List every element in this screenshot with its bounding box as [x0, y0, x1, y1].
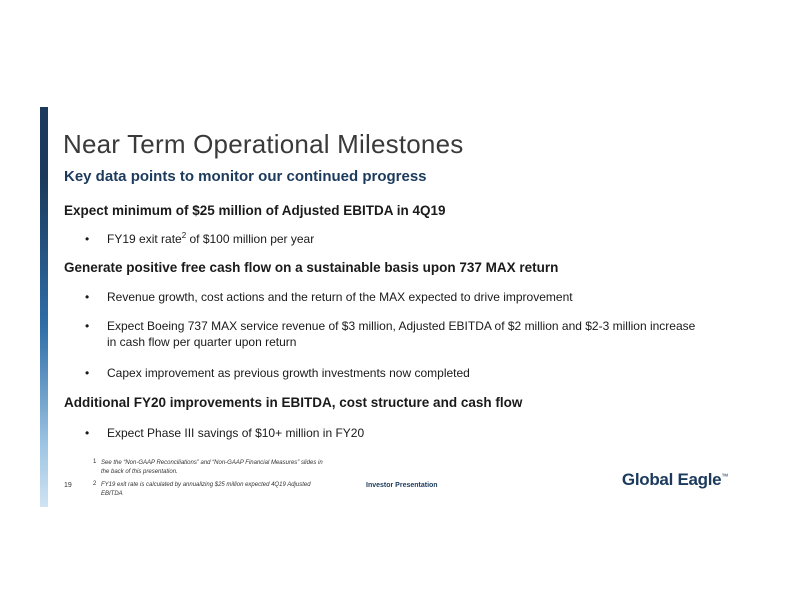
bullet-text-main: FY19 exit rate: [107, 232, 182, 246]
footnote-number: 1: [93, 459, 97, 465]
section-heading-3: Additional FY20 improvements in EBITDA, cost structure and cash flow: [64, 395, 523, 410]
bullet-marker: •: [85, 366, 90, 380]
footnote-ref: 2: [181, 231, 187, 240]
section-heading-1: Expect minimum of $25 million of Adjusted EBITDA in 4Q19: [64, 203, 446, 218]
page-subtitle: Key data points to monitor our continued progress: [64, 168, 427, 185]
left-accent-bar: [40, 107, 48, 507]
list-item: [85, 365, 470, 381]
list-item: [85, 425, 364, 441]
footnote-text: FY19 exit rate is calculated by annualizing $25 million expected 4Q19 Adjusted EBITDA: [101, 482, 311, 498]
logo-text: Global Eagle: [621, 470, 722, 489]
bullet-text: Expect Boeing 737 MAX service revenue of $3 million, Adjusted EBITDA of $2 million and $2-3 million increase in cash flow per quarter upon return: [107, 319, 696, 350]
global-eagle-logo: [622, 470, 728, 490]
page-title: Near Term Operational Milestones: [63, 129, 464, 159]
bullet-text: Capex improvement as previous growth investments now completed: [107, 366, 470, 380]
bullet-marker: •: [85, 290, 90, 304]
list-item: [85, 289, 573, 305]
footnote-1: [93, 459, 323, 476]
footnote-2: [93, 481, 323, 498]
bullet-text: [107, 231, 314, 247]
footnote-text: See the “Non-GAAP Reconciliations” and “Non-GAAP Financial Measures” slides in the back of this presentation.: [101, 460, 323, 475]
trademark-symbol: ™: [721, 473, 728, 481]
page-number: 19: [64, 482, 72, 489]
footer-label: Investor Presentation: [366, 482, 438, 489]
footnote-number: 2: [93, 481, 97, 488]
bullet-text: Expect Phase III savings of $10+ million in FY20: [107, 426, 365, 440]
list-item: [85, 318, 707, 350]
section-heading-2: Generate positive free cash flow on a sustainable basis upon 737 MAX return: [64, 260, 559, 275]
bullet-text-tail: of $100 million per year: [186, 232, 315, 246]
footnotes: [93, 459, 323, 504]
list-item: [85, 231, 314, 247]
bullet-text: Revenue growth, cost actions and the return of the MAX expected to drive improvement: [107, 290, 573, 304]
bullet-marker: •: [85, 232, 90, 246]
bullet-marker: •: [85, 319, 90, 333]
bullet-marker: •: [85, 426, 90, 440]
